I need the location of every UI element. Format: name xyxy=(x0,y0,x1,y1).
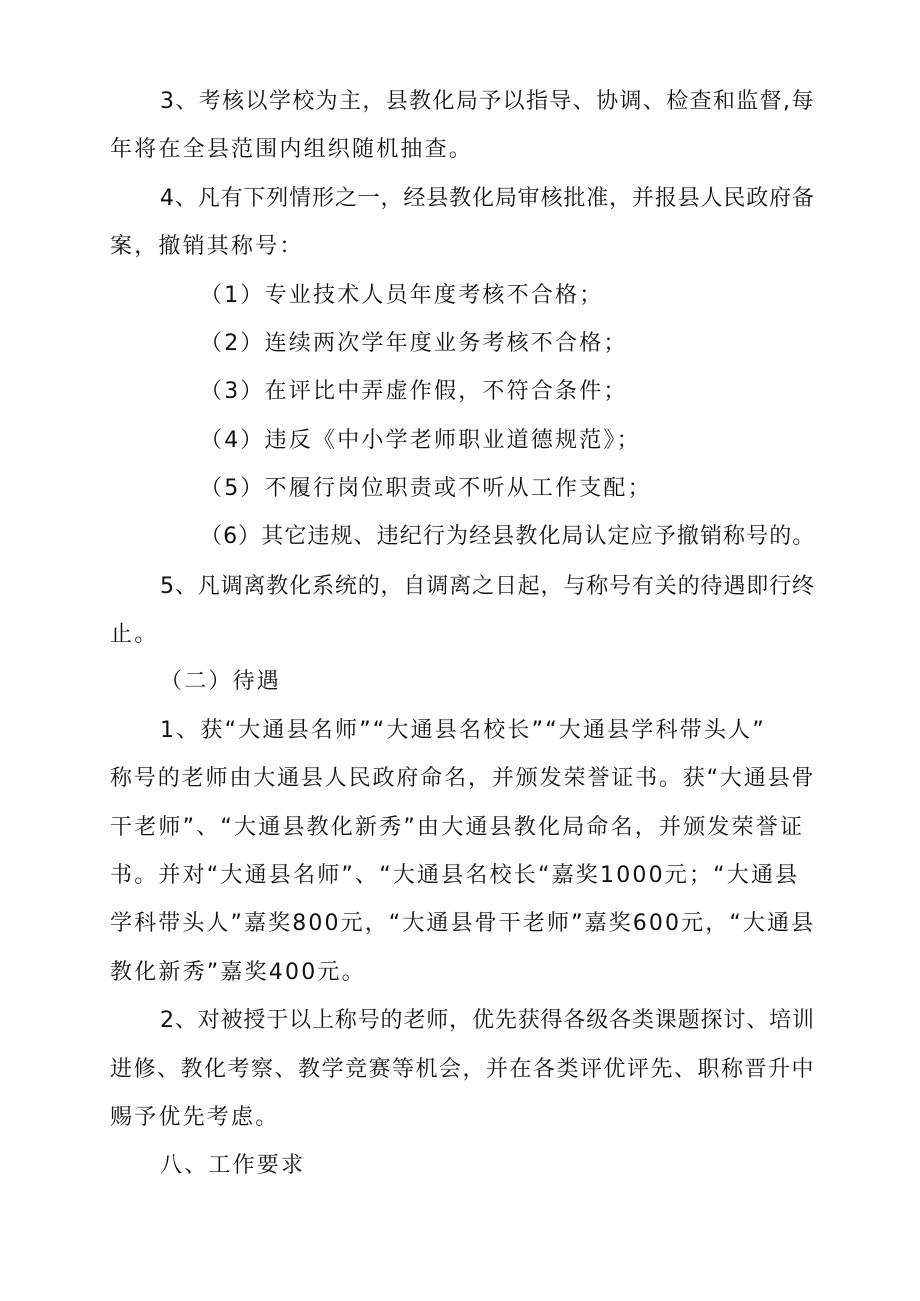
text-line: 称号的老师由大通县人民政府命名，并颁发荣誉证书。获“大通县骨 xyxy=(110,766,816,791)
section-heading: 八、工作要求 xyxy=(160,1153,306,1178)
text-line: 干老师”、“大通县教化新秀”由大通县教化局命名，并颁发荣誉证 xyxy=(110,815,805,840)
text-line: 4、凡有下列情形之一，经县教化局审核批准，并报县人民政府备 xyxy=(160,186,815,211)
text-line: 5、凡调离教化系统的，自调离之日起，与称号有关的待遇即行终 xyxy=(160,574,815,599)
list-item: （3）在评比中弄虚作假，不符合条件； xyxy=(200,379,628,404)
text-line: 书。并对“大通县名师”、“大通县名校长“嘉奖1000元；“大通县 xyxy=(110,863,800,888)
text-line: 1、获“大通县名师”“大通县名校长”“大通县学科带头人” xyxy=(160,718,766,743)
text-line: 学科带头人”嘉奖800元，“大通县骨干老师”嘉奖600元，“大通县 xyxy=(110,911,816,936)
text-line: 3、考核以学校为主，县教化局予以指导、协调、检查和监督,每 xyxy=(160,89,815,114)
text-line: 年将在全县范围内组织随机抽查。 xyxy=(110,137,474,162)
list-item: （1）专业技术人员年度考核不合格； xyxy=(200,283,604,308)
text-line: 赐予优先考虑。 xyxy=(110,1105,280,1130)
list-item: （6）其它违规、违纪行为经县教化局认定应予撤销称号的。 xyxy=(200,524,816,549)
list-item: （4）违反《中小学老师职业道德规范》； xyxy=(200,428,641,453)
text-line: 进修、教化考察、教学竞赛等机会，并在各类评优评先、职称晋升中 xyxy=(110,1057,816,1082)
list-item: （2）连续两次学年度业务考核不合格； xyxy=(200,331,628,356)
text-line: 案，撤销其称号： xyxy=(110,234,304,259)
section-heading: （二）待遇 xyxy=(160,669,282,694)
text-line: 2、对被授于以上称号的老师，优先获得各级各类课题探讨、培训 xyxy=(160,1008,815,1033)
text-line: 教化新秀”嘉奖400元。 xyxy=(110,960,366,985)
text-line: 止。 xyxy=(110,622,159,647)
list-item: （5）不履行岗位职责或不听从工作支配； xyxy=(200,476,652,501)
